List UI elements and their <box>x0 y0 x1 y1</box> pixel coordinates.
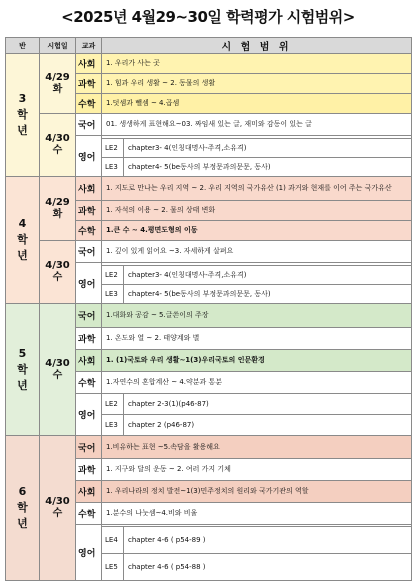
range-content: 1. 우리가 사는 곳 <box>102 54 412 74</box>
header-grade: 반 <box>6 38 40 54</box>
level-label: LE3 <box>102 415 124 436</box>
subject-science: 과학 <box>76 74 102 94</box>
level-label: LE5 <box>102 554 124 581</box>
level-label: LE2 <box>102 394 124 415</box>
subject-social: 사회 <box>76 350 102 372</box>
grade-6-date: 4/30 수 <box>40 436 76 581</box>
subject-social: 사회 <box>76 177 102 201</box>
grade-5-date: 4/30 수 <box>40 304 76 436</box>
subject-korean: 국어 <box>76 436 102 459</box>
range-content: chapter 2 (p46-87) <box>124 415 412 436</box>
subject-english: 영어 <box>76 263 102 304</box>
range-content: 1. (1)국토와 우리 생활~1(3)우리국토의 인문환경 <box>102 350 412 372</box>
header-subject: 교과 <box>76 38 102 54</box>
range-content: 1.분수의 나눗셈~4.비와 비율 <box>102 503 412 525</box>
level-label: LE3 <box>102 285 124 304</box>
range-content: 1. 자석의 이용 ~ 2. 물의 상태 변화 <box>102 201 412 221</box>
table-row <box>6 114 412 136</box>
subject-social: 사회 <box>76 54 102 74</box>
subject-english: 영어 <box>76 394 102 436</box>
range-content: 1. 지구와 달의 운동 ~ 2. 여러 가지 기체 <box>102 459 412 481</box>
subject-science: 과학 <box>76 328 102 350</box>
range-content: 1.자연수의 혼합계산 ~ 4.약분과 통분 <box>102 372 412 394</box>
subject-social: 사회 <box>76 481 102 503</box>
subject-math: 수학 <box>76 372 102 394</box>
grade-5-label: 5 학 년 <box>6 304 40 436</box>
subject-korean: 국어 <box>76 114 102 136</box>
subject-english: 영어 <box>76 136 102 177</box>
range-content: chapter3- 4(인칭대명사-주격,소유격) <box>124 139 412 158</box>
grade-3-label: 3 학 년 <box>6 54 40 177</box>
subject-korean: 국어 <box>76 304 102 328</box>
exam-range-table <box>5 37 412 581</box>
header-date: 시험일 <box>40 38 76 54</box>
grade-3-date-2: 4/30 수 <box>40 114 76 177</box>
range-content: 1. 힘과 우리 생활 ~ 2. 동물의 생활 <box>102 74 412 94</box>
subject-science: 과학 <box>76 459 102 481</box>
level-label: LE2 <box>102 139 124 158</box>
table-row <box>6 241 412 263</box>
level-label: LE4 <box>102 527 124 554</box>
subject-math: 수학 <box>76 503 102 525</box>
page-title: <2025년 4월29~30일 학력평가 시험범위> <box>61 8 355 26</box>
range-content: chapter 4-6 ( p54-88 ) <box>124 554 412 581</box>
range-content: 1.대화와 공감 ~ 5.글쓴이의 주장 <box>102 304 412 328</box>
level-label: LE2 <box>102 266 124 285</box>
range-content: 1. 온도와 열 ~ 2. 태양계와 별 <box>102 328 412 350</box>
range-content: 1.큰 수 ~ 4.평면도형의 이동 <box>102 221 412 241</box>
level-label: LE3 <box>102 158 124 177</box>
range-content: chapter 4-6 ( p54-89 ) <box>124 527 412 554</box>
grade-3-date-1: 4/29 화 <box>40 54 76 114</box>
range-content: 1.덧셈과 뺄셈 ~ 4.곱셈 <box>102 94 412 114</box>
range-content: 1.비유하는 표현 ~5.속담을 활용해요 <box>102 436 412 459</box>
grade-4-date-1: 4/29 화 <box>40 177 76 241</box>
grade-4-label: 4 학 년 <box>6 177 40 304</box>
range-content: chapter3- 4(인칭대명사-주격,소유격) <box>124 266 412 285</box>
grade-6-label: 6 학 년 <box>6 436 40 581</box>
range-content: chapter4- 5(be동사의 부정문과의문문, 동사) <box>124 285 412 304</box>
range-content: 1. 깊이 있게 읽어요 ~3. 자세하게 살펴요 <box>102 241 412 263</box>
range-content: 1. 우리나라의 정치 발전~1(3)민주정치의 원리와 국가기관의 역할 <box>102 481 412 503</box>
range-content: 1. 지도로 만나는 우리 지역 ~ 2. 우리 지역의 국가유산 (1) 과거와 현재를 이어 주는 국가유산 <box>102 177 412 201</box>
range-content: 01. 생생하게 표현해요~03. 짜임새 있는 글, 재미와 감동이 있는 글 <box>102 114 412 136</box>
range-content: chapter4- 5(be동사의 부정문과의문문, 동사) <box>124 158 412 177</box>
subject-math: 수학 <box>76 94 102 114</box>
header-range: 시 험 범 위 <box>102 38 412 54</box>
table-row <box>6 54 412 74</box>
range-content: chapter 2-3(1)(p46-87) <box>124 394 412 415</box>
subject-science: 과학 <box>76 201 102 221</box>
subject-math: 수학 <box>76 221 102 241</box>
subject-english: 영어 <box>76 525 102 581</box>
table-row <box>6 177 412 201</box>
header-row <box>6 38 412 54</box>
table-row <box>6 304 412 328</box>
grade-4-date-2: 4/30 수 <box>40 241 76 304</box>
table-row <box>6 436 412 459</box>
subject-korean: 국어 <box>76 241 102 263</box>
